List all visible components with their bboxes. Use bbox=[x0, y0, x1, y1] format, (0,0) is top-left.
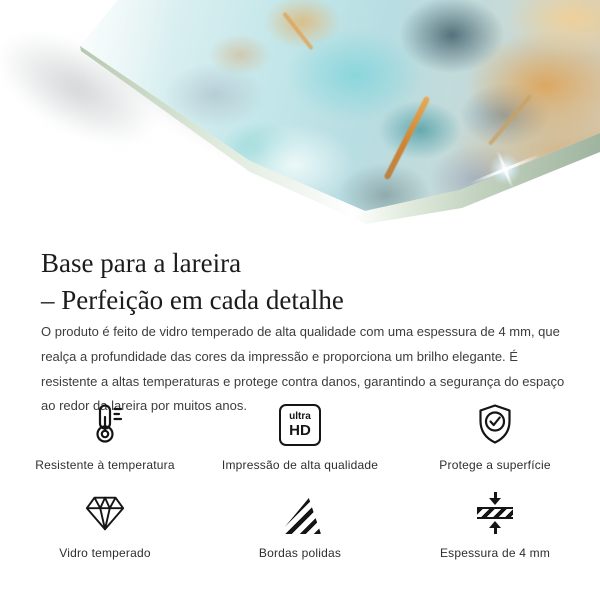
feature-label: Bordas polidas bbox=[258, 546, 342, 560]
gold-vein bbox=[488, 94, 532, 146]
gold-vein bbox=[383, 96, 430, 181]
product-photo bbox=[0, 0, 600, 230]
ultra-hd-icon-text-top: ultra bbox=[289, 411, 311, 422]
diamond-icon bbox=[83, 490, 127, 534]
feature-label: Espessura de 4 mm bbox=[439, 546, 551, 560]
feature-temperature-resistant bbox=[30, 402, 180, 472]
thickness-press-icon bbox=[477, 490, 513, 534]
thermometer-icon bbox=[83, 402, 127, 446]
page-title bbox=[41, 245, 344, 319]
polished-edges-icon bbox=[279, 490, 321, 534]
page-title-line1: Base para a lareira bbox=[41, 248, 242, 279]
feature-print-quality bbox=[180, 402, 420, 472]
feature-label: Protege a superfície bbox=[439, 458, 551, 472]
feature-label: Resistente à temperatura bbox=[35, 458, 175, 472]
features-grid bbox=[30, 402, 570, 560]
ultra-hd-icon bbox=[279, 402, 321, 446]
shield-check-icon bbox=[473, 402, 517, 446]
feature-thickness bbox=[420, 490, 570, 560]
gold-vein bbox=[282, 12, 313, 51]
feature-surface-protection bbox=[420, 402, 570, 472]
ultra-hd-icon-text-bottom: HD bbox=[289, 422, 311, 439]
feature-label: Vidro temperado bbox=[59, 546, 151, 560]
page-title-line2: – Perfeição em cada detalhe bbox=[41, 285, 344, 316]
product-description: O produto é feito de vidro temperado de alta qualidade com uma espessura de 4 mm, que realça a profundidade das cores da impressão e proporciona um brilho elegante. É resistente a altas temperaturas e protege contra danos, garantindo a segurança do espaço ao redor da lareira por muitos anos. bbox=[41, 324, 565, 414]
feature-tempered-glass bbox=[30, 490, 180, 560]
feature-label: Impressão de alta qualidade bbox=[221, 458, 379, 472]
feature-polished-edges bbox=[180, 490, 420, 560]
